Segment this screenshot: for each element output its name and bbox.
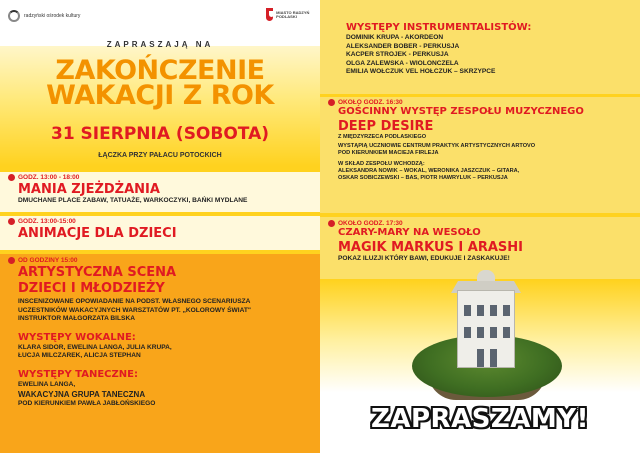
palace-door <box>490 349 497 367</box>
event-title-line-1: ZAKOŃCZENIE <box>55 55 265 86</box>
event-subheading: CZARY-MARY NA WESOŁO <box>338 227 481 238</box>
invitation-banner: ZAPRASZAMY! <box>371 404 589 434</box>
instrumentalist-line: DOMINIK KRUPA - AKORDEON <box>346 34 444 41</box>
vocal-line: KLARA SIDOR, EWELINA LANGA, JULIA KRUPA, <box>18 343 172 351</box>
band-origin: Z MIĘDZYRZECA PODLASKIEGO <box>338 134 427 140</box>
event-venue: ŁĄCZKA PRZY PAŁACU POTOCKICH <box>98 152 222 159</box>
vocal-heading: WYSTĘPY WOKALNE: <box>18 331 136 343</box>
rok-logo-text: radzyński ośrodek kultury <box>24 13 81 19</box>
instrumental-heading: WYSTĘPY INSTRUMENTALISTÓW: <box>346 22 532 33</box>
invite-text: ZAPRASZAJĄ NA <box>106 40 214 49</box>
rok-ring-icon <box>8 10 20 22</box>
event-title <box>0 55 320 111</box>
event-heading-line-1: ARTYSTYCZNA SCENA <box>18 265 177 280</box>
rok-logo <box>8 10 80 22</box>
event-time: OKOŁO GODZ. 17:30 <box>338 220 403 227</box>
band-description: POD KIERUNKIEM MACIEJA FIRLEJA <box>338 150 439 157</box>
event-title-line-2: WAKACJI Z ROK <box>46 80 274 111</box>
event-time: GODZ. 13:00-15:00 <box>18 218 76 225</box>
bullet-icon <box>8 218 15 225</box>
dance-line: POD KIERUNKIEM PAWŁA JABŁOŃSKIEGO <box>18 399 156 407</box>
palace-window <box>477 327 484 338</box>
dance-group-name: WAKACYJNA GRUPA TANECZNA <box>18 389 146 399</box>
instrumentalist-line: KACPER STROJEK - PERKUSJA <box>346 51 449 59</box>
dance-heading: WYSTĘPY TANECZNE: <box>18 368 138 380</box>
right-page <box>320 0 640 453</box>
band-description: WYSTĄPIĄ UCZNIOWIE CENTRUM PRAKTYK ARTYSTYCZNYCH ARTOVO <box>338 143 536 150</box>
band-members-heading: W SKŁAD ZESPOŁU WCHODZĄ: <box>338 160 425 167</box>
event-animacje <box>8 218 177 241</box>
event-description: POKAZ ILUZJI KTÓRY BAWI, EDUKUJE I ZASKAKUJE! <box>338 255 510 262</box>
event-heading-line-2: DZIECI I MŁODZIEŻY <box>18 281 165 296</box>
city-logo <box>266 8 312 21</box>
event-subheading: GOŚCINNY WYSTĘP ZESPOŁU MUZYCZNEGO <box>338 106 584 117</box>
palace-window <box>503 327 510 338</box>
palace-door <box>477 349 484 367</box>
palace-window <box>477 305 484 316</box>
event-magic <box>328 220 523 264</box>
event-time: OD GODZINY 15:00 <box>18 257 78 264</box>
event-deep-desire <box>328 99 584 182</box>
instrumentalist-line: EMILIA WOŁCZUK VEL HOŁCZUK – SKRZYPCE <box>346 68 496 76</box>
event-time: GODZ. 13:00 - 18:00 <box>18 174 80 181</box>
instrumental-section <box>346 22 531 77</box>
bullet-icon <box>8 257 15 264</box>
vocal-section <box>18 332 251 361</box>
palace-window <box>464 305 471 316</box>
palace-window <box>490 327 497 338</box>
dance-line: EWELINA LANGA, <box>18 380 76 388</box>
bullet-icon <box>328 220 335 227</box>
event-time: OKOŁO GODZ. 16:30 <box>338 99 403 106</box>
vocal-line: ŁUCJA MILCZAREK, ALICJA STEPHAN <box>18 352 141 360</box>
palace-window <box>464 327 471 338</box>
event-description <box>18 298 251 324</box>
instrumentalist-line: OLGA ZALEWSKA - WIOLONCZELA <box>346 59 459 67</box>
description-line: UCZESTNIKÓW WAKACYJNYCH WARSZTATÓW PT. „KOLOROWY ŚWIAT" <box>18 306 252 314</box>
magic-body <box>338 227 523 264</box>
description-line: INSTRUKTOR MAŁGORZATA BILSKA <box>18 315 135 323</box>
event-heading: MAGIK MARKUS I ARASHI <box>338 240 523 255</box>
event-date: 31 SIERPNIA (SOBOTA) <box>50 124 269 144</box>
event-mania <box>8 174 247 206</box>
deep-desire-body <box>338 106 584 182</box>
event-heading: DEEP DESIRE <box>338 119 434 134</box>
dance-section <box>18 369 251 408</box>
palace-illustration <box>457 290 515 368</box>
palace-window <box>503 305 510 316</box>
event-heading: ANIMACJE DLA DZIECI <box>18 226 177 241</box>
city-crest-icon <box>266 8 273 21</box>
city-logo-text: MIASTO RADZYŃ PODLASKI <box>276 9 310 19</box>
bullet-icon <box>8 174 15 181</box>
event-description: DMUCHANE PLACE ZABAW, TATUAŻE, WARKOCZYKI, BAŃKI MYDLANE <box>18 197 248 204</box>
band-members: ALEKSANDRA NOWIK – WOKAL, WERONIKA JASZCZUK – GITARA, <box>338 167 520 174</box>
bullet-icon <box>328 99 335 106</box>
event-scena <box>8 257 251 408</box>
instrumentalist-line: ALEKSANDER BOBER - PERKUSJA <box>346 42 460 50</box>
event-heading: MANIA ZJEŻDŻANIA <box>18 182 160 197</box>
band-members: OSKAR SOBICZEWSKI – BAS, PIOTR HAWRYLUK – PERKUSJA <box>338 175 508 182</box>
description-line: INSCENIZOWANE OPOWIADANIE NA PODST. WŁASNEGO SCENARIUSZA <box>18 298 251 305</box>
palace-window <box>490 305 497 316</box>
